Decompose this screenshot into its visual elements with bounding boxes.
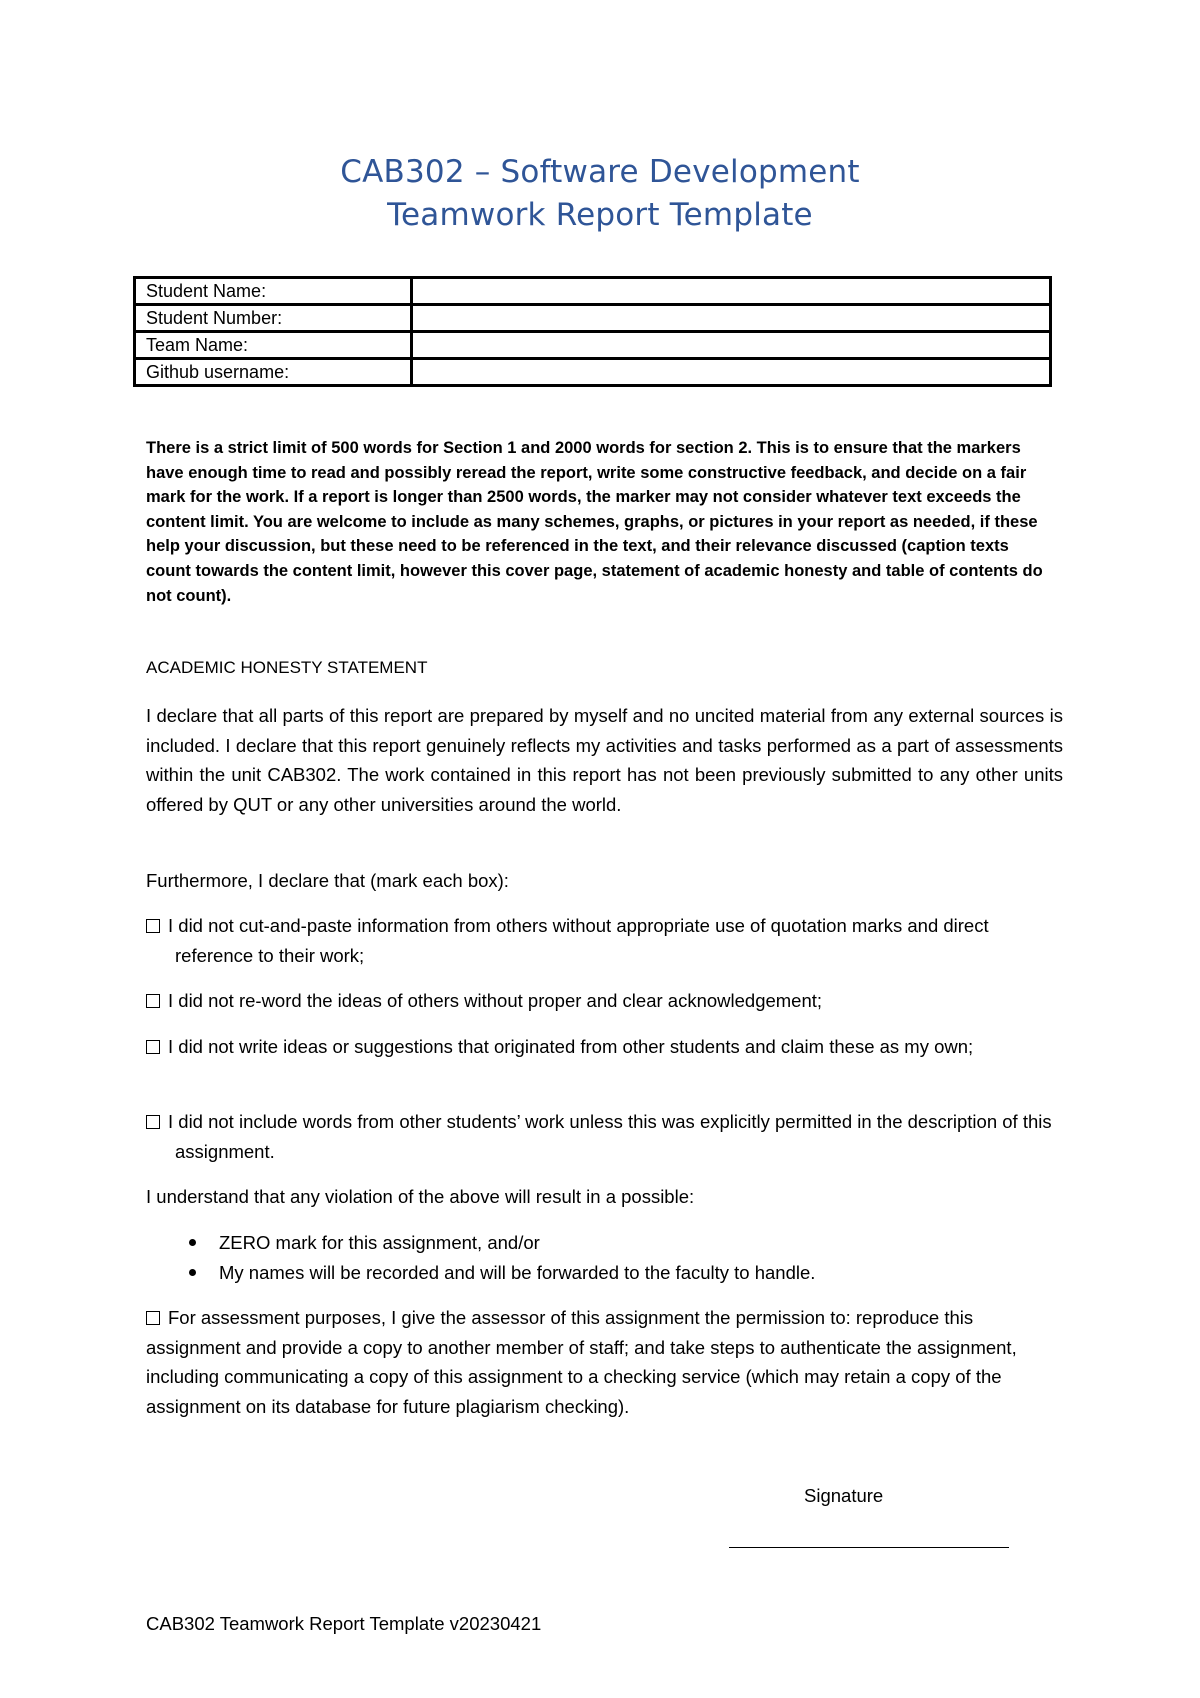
checklist-item <box>146 1032 1066 1062</box>
table-row <box>135 332 1051 359</box>
checklist-item-text: I did not cut-and-paste information from others without appropriate use of quotation marks and direct reference to their work; <box>168 915 989 966</box>
github-username-field[interactable] <box>412 359 1051 386</box>
list-item: ZERO mark for this assignment, and/or <box>146 1228 815 1258</box>
checklist-item <box>146 1107 1066 1166</box>
signature-line[interactable] <box>729 1547 1009 1548</box>
checkbox[interactable] <box>146 1115 160 1129</box>
student-info-table <box>133 276 1052 387</box>
permission-checklist-item <box>146 1303 1063 1421</box>
team-name-field[interactable] <box>412 332 1051 359</box>
bullet-icon <box>189 1239 196 1246</box>
table-row <box>135 359 1051 386</box>
student-number-label: Student Number: <box>135 305 412 332</box>
document-subtitle: Teamwork Report Template <box>387 197 813 233</box>
github-username-label: Github username: <box>135 359 412 386</box>
checklist-item-text: I did not re-word the ideas of others without proper and clear acknowledgement; <box>168 990 823 1011</box>
document-title: CAB302 – Software Development <box>340 154 860 190</box>
consequence-list <box>146 1228 815 1287</box>
furthermore-paragraph: Furthermore, I declare that (mark each box): <box>146 870 509 891</box>
permission-text: For assessment purposes, I give the assessor of this assignment the permission to: reproduce this assignment and provide a copy to another member of staff; and take steps to authenticate the assignment, including communicating a copy of this assignment to a checking service (which may retain a copy of the assignment on its database for future plagiarism checking). <box>146 1307 1017 1417</box>
checklist-item-text: I did not write ideas or suggestions that originated from other students and claim these as my own; <box>168 1036 974 1057</box>
table-row <box>135 305 1051 332</box>
student-name-label: Student Name: <box>135 278 412 305</box>
signature-label: Signature <box>804 1485 884 1506</box>
team-name-label: Team Name: <box>135 332 412 359</box>
checkbox[interactable] <box>146 1311 160 1325</box>
student-number-field[interactable] <box>412 305 1051 332</box>
bullet-icon <box>189 1269 196 1276</box>
checklist-item <box>146 911 1066 970</box>
word-limit-notice: There is a strict limit of 500 words for Section 1 and 2000 words for section 2. This is to ensure that the markers have enough time to read and possibly reread the report, write some constructive feedback, and decide on a fair mark for the work. If a report is longer than 2500 words, the marker may not consider whatever text exceeds the content limit. You are welcome to include as many schemes, graphs, or pictures in your report as needed, if these help your discussion, but these need to be referenced in the text, and their relevance discussed (caption texts count towards the content limit, however this cover page, statement of academic honesty and table of contents do not count). <box>146 439 1043 605</box>
table-row <box>135 278 1051 305</box>
checklist-item-text: I did not include words from other students’ work unless this was explicitly permitted in the description of this assignment. <box>168 1111 1052 1162</box>
understand-paragraph: I understand that any violation of the above will result in a possible: <box>146 1186 695 1207</box>
declaration-paragraph: I declare that all parts of this report are prepared by myself and no uncited material from any external sources is included. I declare that this report genuinely reflects my activities and tasks performed as a part of assessments within the unit CAB302. The work contained in this report has not been previously submitted to any other units offered by QUT or any other universities around the world. <box>146 705 1063 815</box>
checkbox[interactable] <box>146 994 160 1008</box>
checkbox[interactable] <box>146 919 160 933</box>
checklist-item <box>146 986 1066 1016</box>
list-item: My names will be recorded and will be forwarded to the faculty to handle. <box>146 1258 815 1288</box>
student-name-field[interactable] <box>412 278 1051 305</box>
page-footer: CAB302 Teamwork Report Template v20230421 <box>146 1613 542 1634</box>
academic-honesty-heading: ACADEMIC HONESTY STATEMENT <box>146 658 428 677</box>
checkbox[interactable] <box>146 1040 160 1054</box>
